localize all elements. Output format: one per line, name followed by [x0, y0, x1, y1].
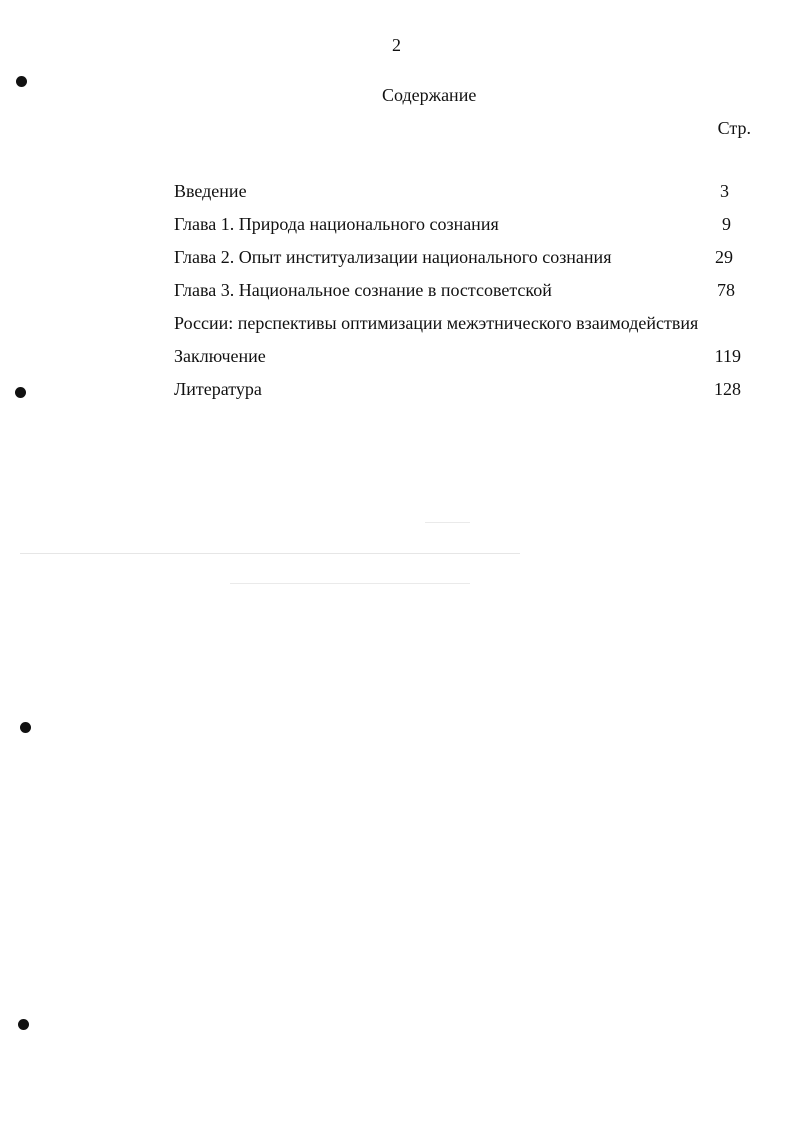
punch-hole-mark [18, 1019, 29, 1030]
punch-hole-mark [16, 76, 27, 87]
page-number: 2 [392, 35, 401, 55]
page-column-label: Стр. [717, 118, 751, 138]
toc-entry-page: 78 [717, 280, 735, 300]
toc-entry-conclusion [174, 345, 754, 378]
toc-entry-page: 119 [714, 346, 741, 366]
toc-entry-text: Глава 2. Опыт институализации национального сознания [174, 247, 612, 267]
toc-entry-text: Глава 3. Национальное сознание в постсоветской [174, 280, 552, 300]
toc-entry-introduction [174, 180, 754, 213]
punch-hole-mark [20, 722, 31, 733]
toc-title: Содержание [382, 85, 477, 105]
toc-entry-text: Заключение [174, 346, 266, 366]
toc-entry-page: 29 [715, 247, 733, 267]
toc-entry-chapter-3 [174, 279, 754, 312]
toc-entry-text: России: перспективы оптимизации межэтнического взаимодействия [174, 313, 699, 333]
toc-entry-literature [174, 378, 754, 411]
toc-entry-text: Введение [174, 181, 247, 201]
toc-entry-page: 128 [714, 379, 741, 399]
toc-entry-chapter-3-continued [174, 312, 754, 345]
table-of-contents [174, 180, 754, 411]
toc-entry-page: 3 [720, 181, 729, 201]
toc-entry-text: Литература [174, 379, 262, 399]
toc-entry-chapter-1 [174, 213, 754, 246]
punch-hole-mark [15, 387, 26, 398]
toc-entry-text: Глава 1. Природа национального сознания [174, 214, 499, 234]
toc-entry-page: 9 [722, 214, 731, 234]
toc-entry-chapter-2 [174, 246, 754, 279]
